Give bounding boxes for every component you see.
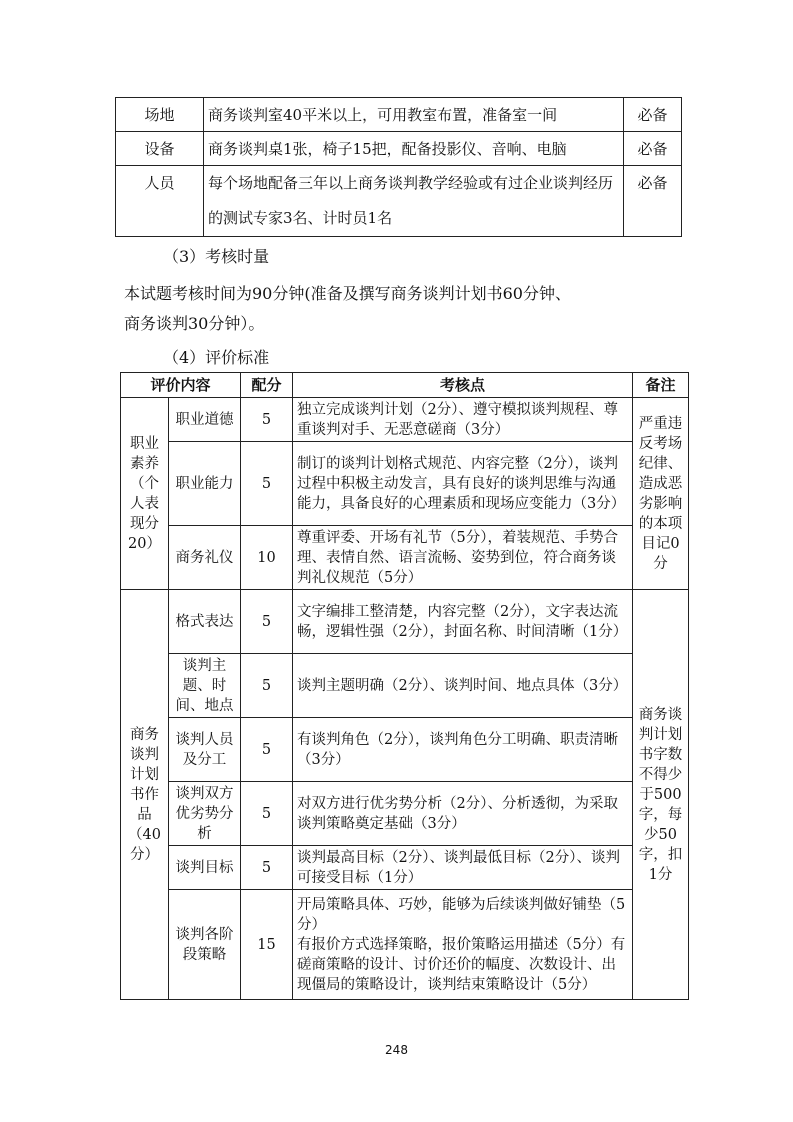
sub-item: 商务礼仪 [169,526,241,590]
criteria-line: 有报价方式选择策略，报价策略运用描述（5分）有磋商策略的设计、讨价还价的幅度、次数设计、出现僵局的策略设计，谈判结束策略设计（5分） [297,936,626,993]
sub-item: 格式表达 [169,590,241,654]
score: 10 [241,526,293,590]
table-row [121,590,689,654]
criteria-line: 开局策略具体、巧妙，能够为后续谈判做好铺垫（5分） [297,896,626,933]
evaluation-table [120,372,689,1000]
table-row [116,166,682,237]
group-name: 职业素养（个人表现分20） [121,398,169,590]
sub-item: 谈判人员及分工 [169,718,241,782]
table-row [121,526,689,590]
table-row [121,654,689,718]
group-name: 商务谈判计划书作品（40分） [121,590,169,1000]
table-row [121,718,689,782]
criteria: 文字编排工整清楚，内容完整（2分），文字表达流畅，逻辑性强（2分），封面名称、时间清晰（1分） [293,590,633,654]
header-score: 配分 [241,373,293,398]
resource-req: 必备 [624,166,682,237]
sub-item: 谈判目标 [169,846,241,890]
header-note: 备注 [633,373,689,398]
table-row [116,98,682,132]
resource-desc: 商务谈判室40平米以上，可用教室布置，准备室一间 [204,98,624,132]
resource-item: 设备 [116,132,204,166]
header-content: 评价内容 [121,373,241,398]
score: 15 [241,890,293,1000]
criteria: 对双方进行优劣势分析（2分）、分析透彻，为采取谈判策略奠定基础（3分） [293,782,633,846]
score: 5 [241,398,293,442]
table-row [116,132,682,166]
resource-req: 必备 [624,132,682,166]
table-row [121,846,689,890]
resource-desc: 商务谈判桌1张，椅子15把，配备投影仪、音响、电脑 [204,132,624,166]
score: 5 [241,718,293,782]
resource-desc: 每个场地配备三年以上商务谈判教学经验或有过企业谈判经历的测试专家3名、计时员1名 [204,166,624,237]
group-note: 严重违反考场纪律、造成恶劣影响的本项目记0分 [633,398,689,590]
paragraph-line: 商务谈判30分钟）。 [124,314,265,333]
criteria: 谈判最高目标（2分）、谈判最低目标（2分）、谈判可接受目标（1分） [293,846,633,890]
table-row [121,398,689,442]
table-row [121,442,689,526]
score: 5 [241,654,293,718]
resource-item: 场地 [116,98,204,132]
score: 5 [241,782,293,846]
criteria: 制订的谈判计划格式规范、内容完整（2分），谈判过程中积极主动发言，具有良好的谈判思维与沟通能力，具备良好的心理素质和现场应变能力（3分） [293,442,633,526]
header-points: 考核点 [293,373,633,398]
criteria [293,890,633,1000]
paragraph-line: 本试题考核时间为90分钟(准备及撰写商务谈判计划书60分钟、 [124,284,571,303]
page-number: 248 [385,1043,408,1057]
sub-item: 谈判各阶段策略 [169,890,241,1000]
section-heading: （4）评价标准 [163,348,270,367]
score: 5 [241,590,293,654]
resource-item: 人员 [116,166,204,237]
table-row [121,782,689,846]
sub-item: 谈判主题、时间、地点 [169,654,241,718]
resource-req: 必备 [624,98,682,132]
table-header-row [121,373,689,398]
criteria: 独立完成谈判计划（2分）、遵守模拟谈判规程、尊重谈判对手、无恶意磋商（3分） [293,398,633,442]
sub-item: 谈判双方优劣势分析 [169,782,241,846]
sub-item: 职业道德 [169,398,241,442]
score: 5 [241,442,293,526]
resource-table [115,97,682,237]
score: 5 [241,846,293,890]
criteria: 有谈判角色（2分），谈判角色分工明确、职责清晰（3分） [293,718,633,782]
criteria: 谈判主题明确（2分）、谈判时间、地点具体（3分） [293,654,633,718]
section-heading: （3）考核时量 [163,247,270,266]
sub-item: 职业能力 [169,442,241,526]
group-note: 商务谈判计划书字数不得少于500字，每少50字，扣1分 [633,590,689,1000]
table-row [121,890,689,1000]
criteria: 尊重评委、开场有礼节（5分），着装规范、手势合理、表情自然、语言流畅、姿势到位，符合商务谈判礼仪规范（5分） [293,526,633,590]
